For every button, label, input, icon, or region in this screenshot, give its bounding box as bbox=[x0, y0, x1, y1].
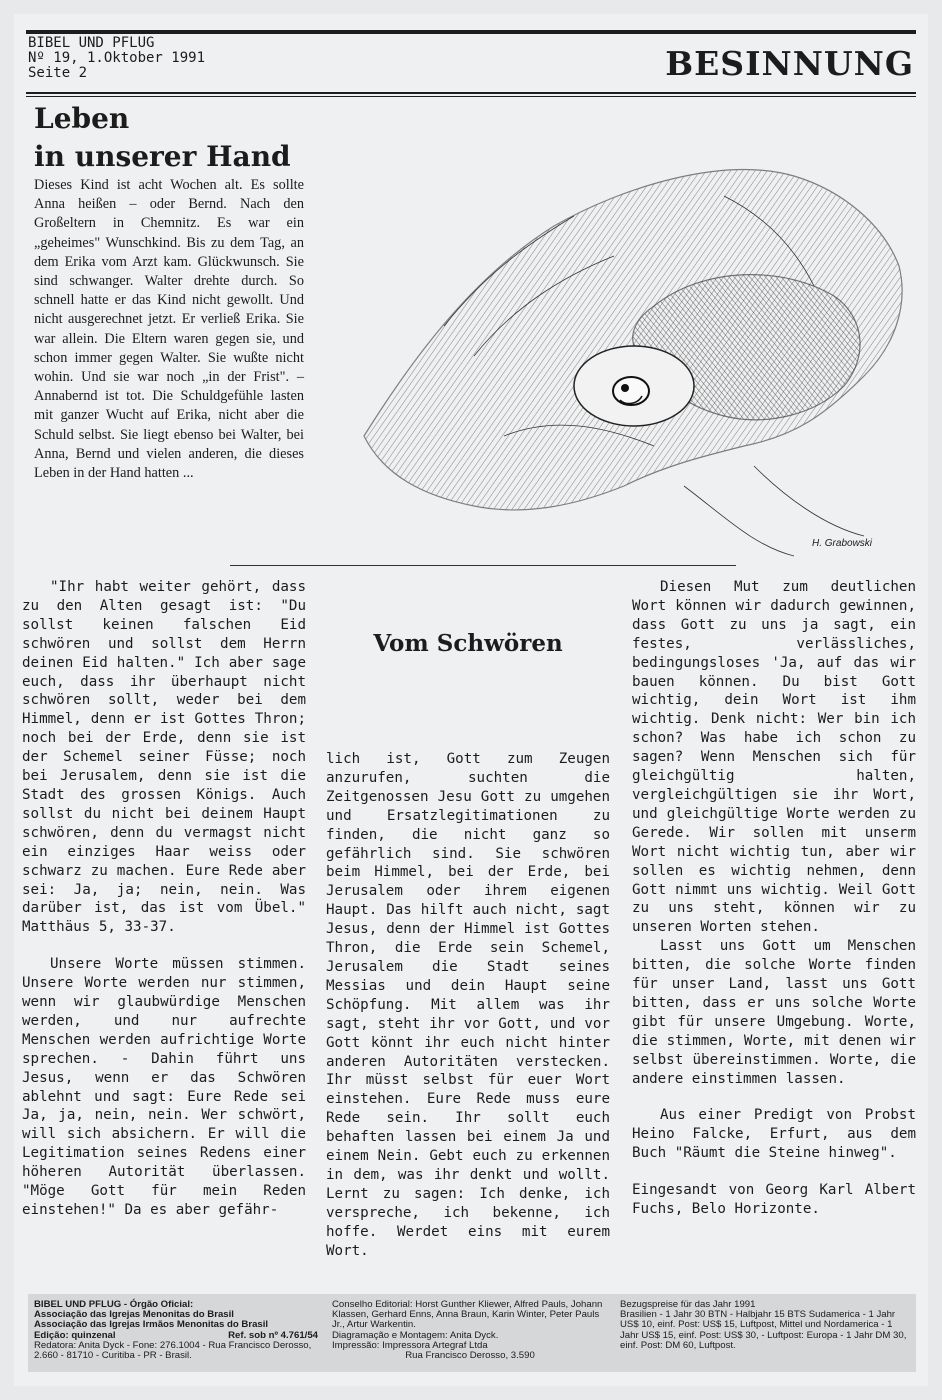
printer-address: Rua Francisco Derosso, 3.590 bbox=[405, 1350, 535, 1362]
column-2 bbox=[326, 750, 610, 1260]
issue-line: Nº 19, 1.Oktober 1991 bbox=[28, 50, 206, 66]
page-number: Seite 2 bbox=[28, 65, 88, 81]
article-title: Vom Schwören bbox=[373, 630, 563, 657]
article-intro-text: Dieses Kind ist acht Wochen alt. Es sollte Anna heißen – oder Bernd. Nach den Großeltern in Chemnitz. Es war ein „geheimes" Wunschkind. Bis zu dem Tag, an dem Erika vom Arzt kam. Glückwunsch. Sie sind schwanger. Walter drehte durch. So schnell hatte er das Kind nicht gewollt. Und nicht ausgerechnet jetzt. Er verließ Erika. Sie war allein. Die Eltern waren gegen sie, und schon immer gegen Walter. Sie wußte nicht wohin. Und sie war noch „in der Frist". – Annabernd ist tot. Die Schuldgefühle lasten mit ganzer Wucht auf Erika, nicht aber die Schuld selbst. Sie liegt ebenso bei Walter, bei Anna, Bernd und vielen anderen, die dieses Leben in der Hand hatten ... bbox=[34, 177, 304, 482]
registration-ref: Ref. sob nº 4.761/54 bbox=[228, 1329, 318, 1341]
org-line-2: Associação das Igrejas Menonitas do Brasil bbox=[34, 1309, 234, 1321]
imprint-org bbox=[34, 1300, 318, 1361]
publication-name: BIBEL UND PFLUG bbox=[28, 35, 155, 51]
printer: Impressão: Impressora Artegraf Ltda bbox=[332, 1339, 488, 1351]
column-3-paragraph-1: Diesen Mut zum deutlichen Wort können wir dadurch gewinnen, dass Gott zu uns ja sagt, ein festes, verlässliches, bedingungsloses 'Ja, auf das wir bauen können. Du bist Gott wichtig, dein Wort ist ihm wichtig. Denk nicht: Wer bin ich schon? Was habe ich schon zu sagen? Wenn Menschen sich für gleichgültig halten, vergleichgültigen sie ihr Wort, und gleichgültige Worte werden zu Gerede. Wir sollen mit unserm Wort nicht wichtig tun, aber wir sollen es wichtig nehmen, denn Gott nimmt uns wichtig. Weil Gott zu uns steht, können wir zu unseren Worten stehen. bbox=[632, 579, 916, 936]
edition: Edição: quinzenal bbox=[34, 1329, 116, 1341]
article-headline bbox=[34, 100, 354, 176]
illustration-credit: H. Grabowski bbox=[812, 538, 873, 549]
imprint-footer bbox=[28, 1294, 916, 1372]
header-rule-thin bbox=[26, 96, 916, 97]
layout-credit: Diagramação e Montagem: Anita Dyck. bbox=[332, 1329, 499, 1341]
bible-quote: "Ihr habt weiter gehört, dass zu den Alten gesagt ist: "Du sollst keinen falschen Eid schwören und sollst dem Herrn deinen Eid halten." Ich aber sage euch, dass ihr überhaupt nicht schwören sollt, weder bei dem Himmel, denn er ist Gottes Thron; noch bei der Erde, denn sie ist der Schemel seiner Füsse; noch bei Jerusalem, denn sie ist die Stadt des grossen Königs. Auch sollst du nicht bei deinem Haupt schwören, denn du vermagst nicht ein einziges Haar weiss oder schwarz zu machen. Eure Rede aber sei: Ja, ja; nein, nein. Was darüber ist, das ist vom Übel." Matthäus 5, 33-37. bbox=[22, 579, 306, 936]
masthead bbox=[28, 36, 328, 81]
column-1-paragraph: Unsere Worte müssen stimmen. Unsere Worte werden nur stimmen, wenn wir glaubwürdige Menschen werden, und nur aufrechte Menschen werden aufrichtige Worte sprechen. - Dahin führt uns Jesus, wenn er das Schwören ablehnt und sagt: Eure Rede sei Ja, ja, nein, nein. Wer schwört, will sich absichern. Er will die Legitimation seines Redens einer höheren Autorität überlassen. "Möge Gott für mein Reden einstehen!" Da es aber gefähr- bbox=[22, 956, 306, 1218]
headline-line-1: Leben bbox=[34, 102, 130, 135]
prices-title: Bezugspreise für das Jahr 1991 bbox=[620, 1299, 756, 1310]
newspaper-page bbox=[14, 14, 928, 1386]
org-line-3: Associação das Igrejas Irmãos Menonitas do Brasil bbox=[34, 1319, 269, 1331]
editor-contact: Redatora: Anita Dyck - Fone: 276.1004 - Rua Francisco Derosso, 2.660 - 81710 - Curitiba - PR - Brasil. bbox=[34, 1339, 312, 1362]
org-line-1: BIBEL UND PFLUG - Órgão Oficial: bbox=[34, 1299, 194, 1310]
source-note: Aus einer Predigt von Probst Heino Falcke, Erfurt, aus dem Buch "Räumt die Steine hinweg". bbox=[632, 1107, 916, 1162]
column-2-paragraph: lich ist, Gott zum Zeugen anzurufen, suchten die Zeitgenossen Jesu Gott zu umgehen und Ersatzlegitimationen zu finden, die nicht ganz so gefährlich sind. Sie schwören beim Himmel, bei der Erde, bei Jerusalem oder ihrem eigenen Haupt. Das hilft auch nicht, sagt Jesus, denn der Himmel ist Gottes Thron, die Erde sein Schemel, Jerusalem die Stadt seines Messias und dein Haupt seine Schöpfung. Mit allem was ihr sagt, steht ihr vor Gott, und vor Gott könnt ihr euch nicht hinter anderen Autoritäten verstecken. Ihr müsst selbst für euer Wort einstehen. Eure Rede muss eure Rede sein. Ihr sollt euch behaften lassen bei einem Ja und einem Nein. Gebt euch zu erkennen in dem, was ihr denkt und wollt. Lernt zu sagen: Ich denke, ich verspreche, ich bekenne, ich hoffe. Werdet eins mit eurem Wort. bbox=[326, 751, 610, 1259]
top-rule bbox=[26, 30, 916, 34]
section-title: BESINNUNG bbox=[665, 44, 914, 83]
article-divider bbox=[230, 565, 736, 566]
column-1 bbox=[22, 578, 306, 1220]
column-3 bbox=[632, 578, 916, 1219]
column-3-paragraph-2: Lasst uns Gott um Menschen bitten, die solche Worte finden für unser Land, lasst uns Gott bitten, dass er uns solche Worte gibt für unsere Umgebung. Worte, die stimmen, Worte, mit denen wir selbst übereinstimmen. Worte, die andere einstimmen lassen. bbox=[632, 938, 916, 1087]
editorial-board: Conselho Editorial: Horst Gunther Kliewer, Alfred Pauls, Johann Klassen, Gerhard Enns, Anna Braun, Karin Winter, Peter Pauls Jr., Artur Warkentin. bbox=[332, 1299, 603, 1331]
prices-text: Brasilien - 1 Jahr 30 BTN - Halbjahr 15 BTS Sudamerica - 1 Jahr US$ 10, einf. Post: US$ 15, Luftpost, Mittel und Nordamerica - 1 Jahr US$ 15, einf. Post: US$ 30, - Luftpost: Europa - 1 Jahr DM 30, einf. Post: DM 60, Luftpost. bbox=[620, 1309, 907, 1351]
submitted-by: Eingesandt von Georg Karl Albert Fuchs, Belo Horizonte. bbox=[632, 1182, 916, 1218]
headline-line-2: in unserer Hand bbox=[34, 140, 291, 173]
header-rule bbox=[26, 92, 916, 94]
imprint-prices bbox=[620, 1300, 910, 1351]
embryo-hand-illustration bbox=[324, 106, 918, 576]
imprint-editorial bbox=[332, 1300, 608, 1361]
